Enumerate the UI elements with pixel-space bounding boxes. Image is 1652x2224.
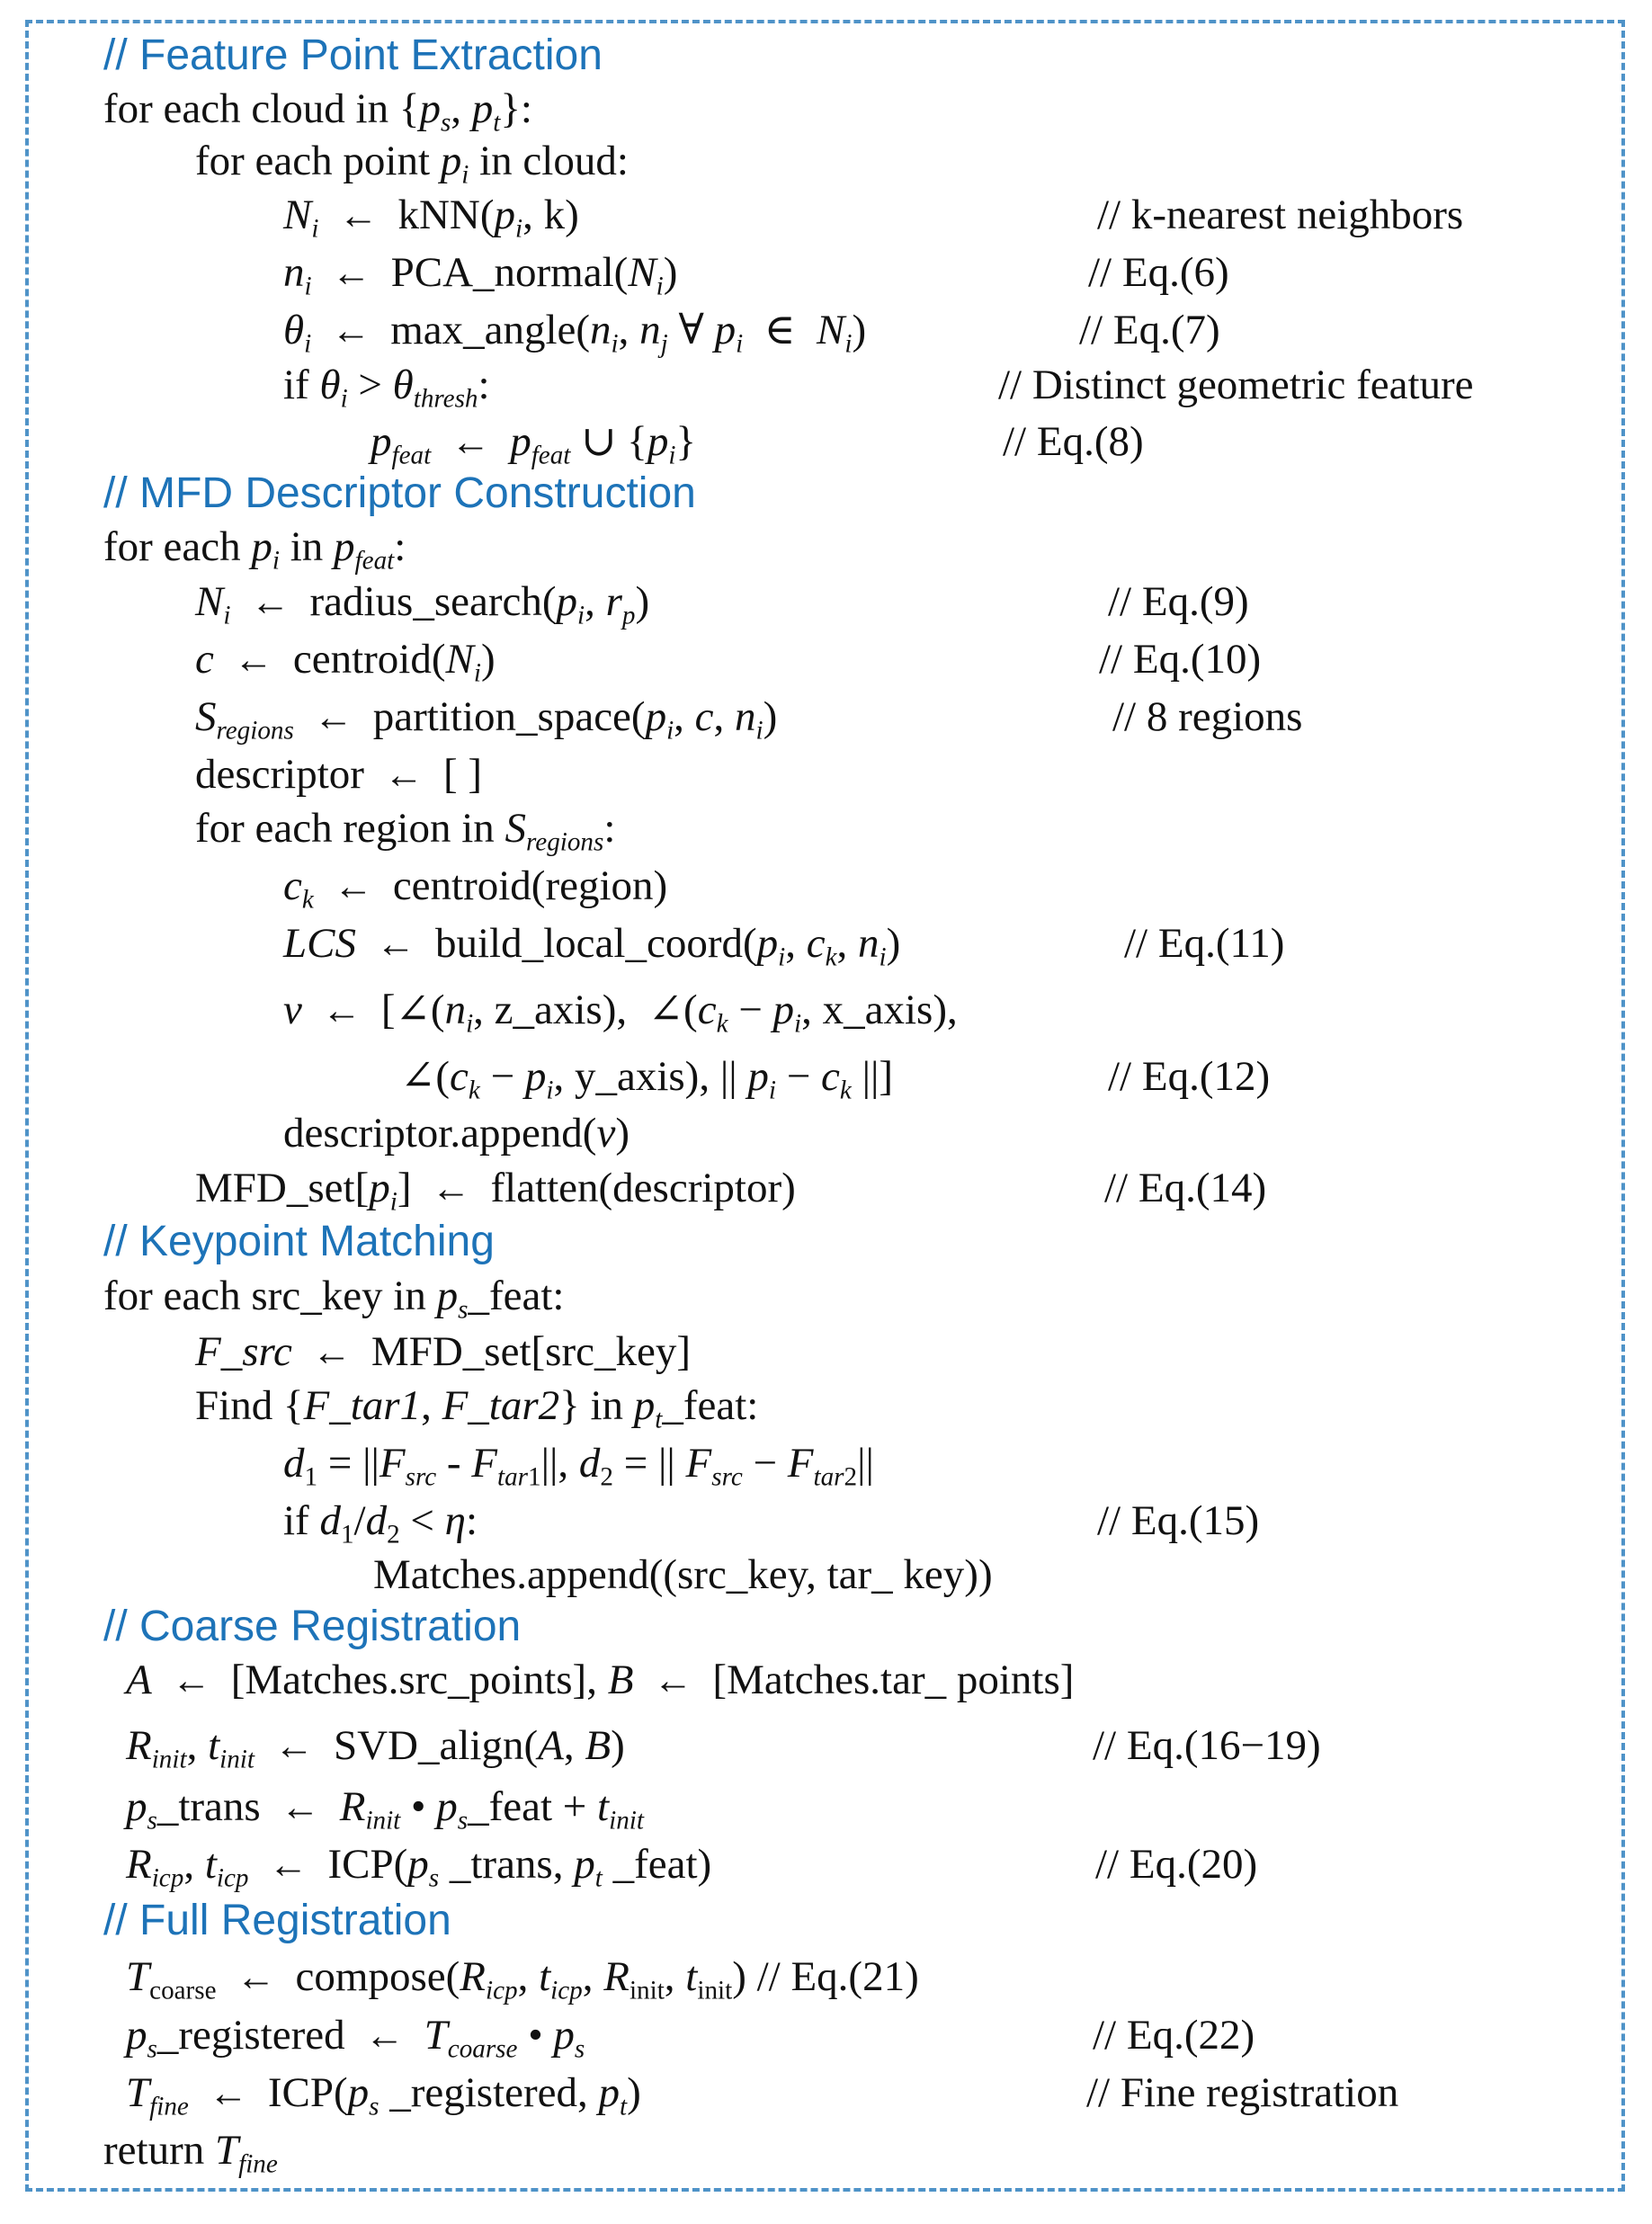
code-line-for-each-src-key: for each src_key in $p_s\_feat$: — [103, 1273, 565, 1325]
code-line-for-each-cloud: for each cloud in {$p_s$, $p_t$}: — [103, 85, 532, 138]
code-line-descriptor-append: descriptor.append(v) — [283, 1110, 630, 1157]
comment-eq22: // Eq.(22) — [1093, 2012, 1255, 2059]
code-line-v-vector: v ← [$\angle(n_i$, z_axis), $\angle(c_k - p_i$, x_axis), — [283, 987, 958, 1039]
code-line-for-each-point: for each point $p_i$ in cloud: — [195, 138, 629, 190]
code-line-a-b: A ← [Matches.src_points], B ← [Matches.tar_ points] — [126, 1657, 1075, 1703]
comment-eq15: // Eq.(15) — [1097, 1497, 1260, 1544]
code-line-find: Find {F_tar1, F_tar2} in $p_t\_feat$: — [195, 1382, 759, 1434]
comment-distinct-feature: // Distinct geometric feature — [998, 362, 1474, 408]
code-line-for-each-region: for each region in $S_{regions}$: — [195, 805, 616, 857]
comment-eq16-19: // Eq.(16−19) — [1093, 1722, 1321, 1769]
comment-eq12: // Eq.(12) — [1108, 1053, 1271, 1100]
comment-eq14: // Eq.(14) — [1104, 1165, 1267, 1211]
section-header-matching: // Keypoint Matching — [103, 1218, 495, 1265]
code-line-return: return $T_{fine}$ — [103, 2127, 278, 2179]
section-header-mfd: // MFD Descriptor Construction — [103, 469, 696, 517]
code-line-ck-centroid: $c_k$ ← centroid(region) — [283, 862, 668, 915]
code-line-distances: $d_1 = ||F_{src} - F_{tar1}||$, $d_2$ = || $F_{src} - F_{tar2}||$ — [283, 1440, 874, 1492]
section-header-coarse: // Coarse Registration — [103, 1603, 522, 1650]
code-line-f-src: F_src ← MFD_set[src_key] — [195, 1328, 691, 1375]
comment-8-regions: // 8 regions — [1112, 693, 1303, 740]
comment-knn: // k-nearest neighbors — [1097, 192, 1464, 238]
code-line-ps-trans: $p_s\_trans$ ← $R_{init}$ • $p_s\_feat + t_{init}$ — [126, 1783, 644, 1835]
comment-eq20: // Eq.(20) — [1095, 1841, 1258, 1888]
comment-eq11: // Eq.(11) — [1124, 920, 1285, 967]
code-line-for-each-pfeat: for each $p_i$ in $p_{feat}$: — [103, 523, 406, 576]
comment-eq8: // Eq.(8) — [1003, 418, 1144, 465]
comment-eq6: // Eq.(6) — [1088, 249, 1229, 296]
comment-eq7: // Eq.(7) — [1079, 307, 1220, 353]
section-header-full: // Full Registration — [103, 1897, 451, 1944]
comment-eq21: // Eq.(21) — [756, 1953, 919, 2000]
comment-fine-registration: // Fine registration — [1086, 2069, 1399, 2116]
comment-eq10: // Eq.(10) — [1099, 636, 1262, 683]
code-line-descriptor-init: descriptor ← [ ] — [195, 751, 482, 798]
code-line-compose: $T_{coarse}$ ← $compose(R_{icp}$, $t_{icp}$, $R_{init}$, $t_{init}) // Eq.(21)$ — [126, 1953, 919, 2005]
code-line-matches-append: Matches.append((src_key, tar_ key)) — [373, 1551, 993, 1598]
section-header-feature-extraction: // Feature Point Extraction — [103, 31, 603, 79]
comment-eq9: // Eq.(9) — [1108, 578, 1249, 625]
